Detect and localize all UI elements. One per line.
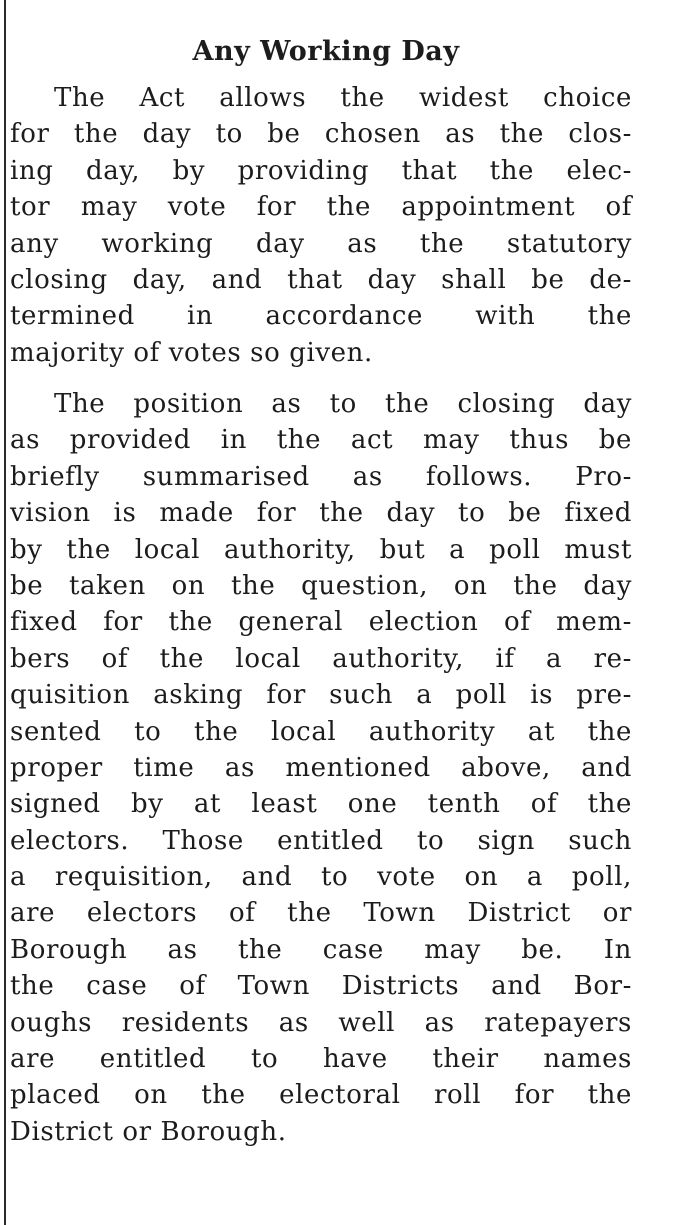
text-line: bers of the local authority, if a re- [10, 643, 632, 674]
text-line: majority of votes so given. [10, 337, 373, 368]
text-line: signed by at least one tenth of the [10, 789, 632, 820]
text-line: vision is made for the day to be fixed [10, 498, 632, 529]
text-line: are entitled to have their names [10, 1044, 632, 1075]
text-line: be taken on the question, on the day [10, 570, 632, 601]
text-line: for the day to be chosen as the clos- [10, 119, 632, 150]
text-line: District or Borough. [10, 1116, 287, 1147]
paragraph-2 [10, 386, 632, 1150]
text-line: briefly summarised as follows. Pro- [10, 461, 632, 492]
text-line: placed on the electoral roll for the [10, 1080, 632, 1111]
text-line: as provided in the act may thus be [10, 425, 632, 456]
text-line: Borough as the case may be. In [10, 934, 632, 965]
text-line: are electors of the Town District or [10, 898, 632, 929]
text-line: any working day as the statutory [10, 228, 632, 259]
text-line: electors. Those entitled to sign such [10, 825, 632, 856]
text-line: termined in accordance with the [10, 301, 632, 332]
text-line: a requisition, and to vote on a poll, [10, 862, 632, 893]
text-line: the case of Town Districts and Bor- [10, 971, 632, 1002]
text-line: by the local authority, but a poll must [10, 534, 632, 565]
text-line: sented to the local authority at the [10, 716, 632, 747]
text-line: ing day, by providing that the elec- [10, 155, 632, 186]
text-line: closing day, and that day shall be de- [10, 264, 632, 295]
text-line: The position as to the closing day [54, 389, 632, 419]
text-line: tor may vote for the appointment of [10, 192, 632, 223]
text-line: The Act allows the widest choice [54, 83, 632, 113]
column-rule [4, 0, 6, 1225]
text-line: fixed for the general election of mem- [10, 607, 632, 638]
text-line: oughs residents as well as ratepayers [10, 1007, 632, 1038]
text-line: quisition asking for such a poll is pre- [10, 680, 632, 711]
text-line: proper time as mentioned above, and [10, 752, 632, 783]
article-heading: Any Working Day [192, 36, 460, 68]
paragraph-1 [10, 80, 632, 371]
